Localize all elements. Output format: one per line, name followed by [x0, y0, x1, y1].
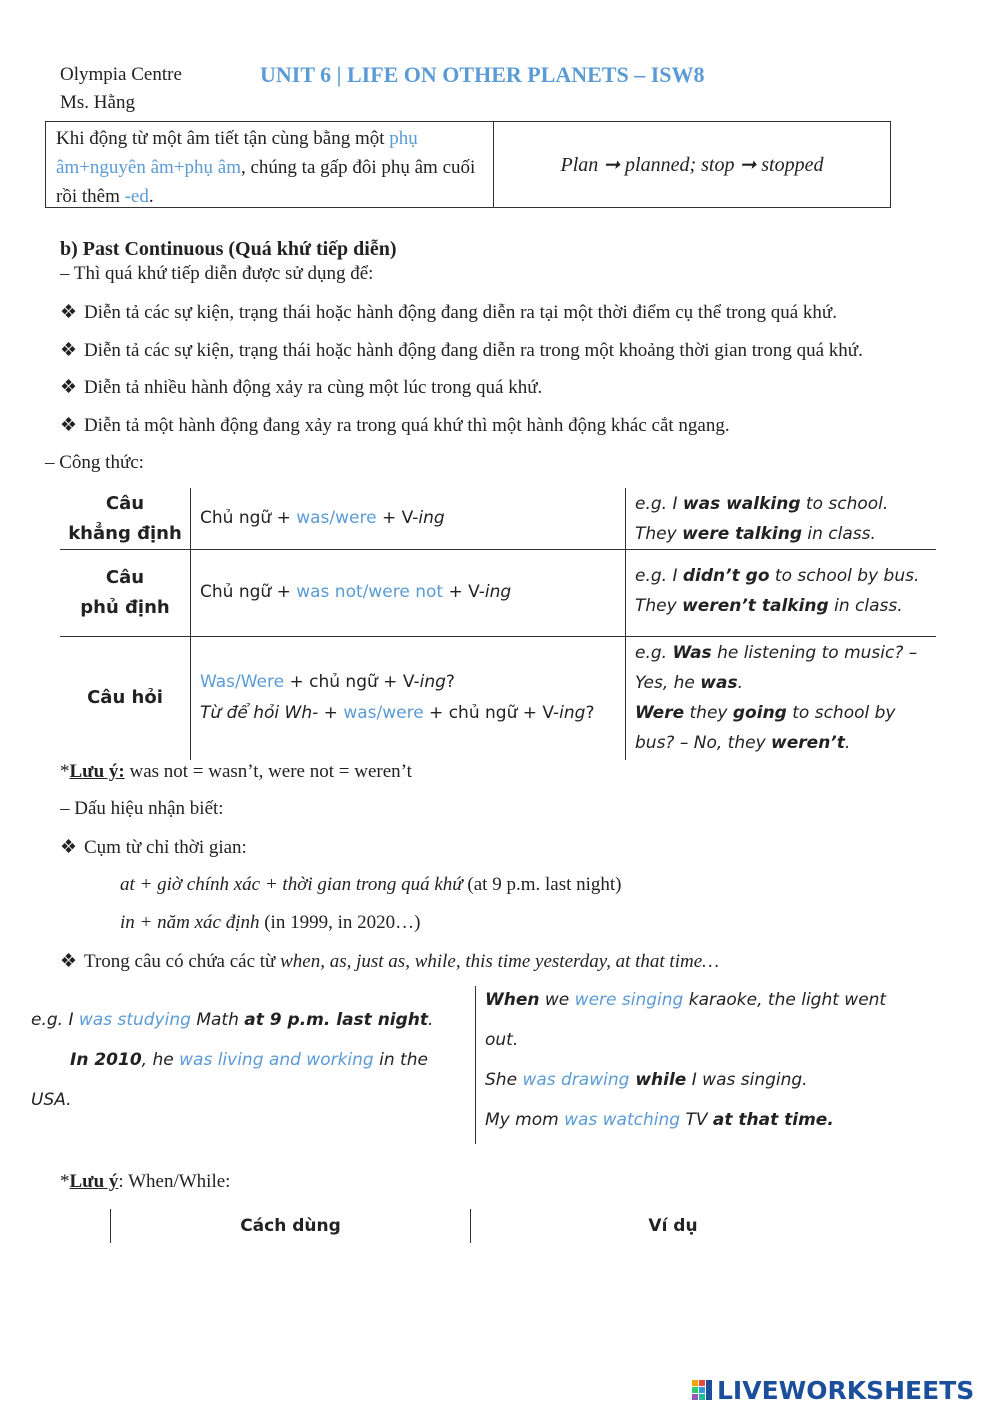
column-header-usage: Cách dùng — [110, 1209, 471, 1243]
bullet-icon: ❖ — [60, 951, 78, 972]
bullet-icon: ❖ — [60, 302, 78, 323]
divider — [475, 986, 476, 1144]
usage-item: ❖ Diễn tả các sự kiện, trạng thái hoặc hành động đang diễn ra trong một khoảng thời gian trong quá khứ. — [60, 340, 863, 361]
bullet-icon: ❖ — [60, 415, 78, 436]
table-row-question — [60, 636, 936, 760]
formula-label: – Công thức: — [45, 452, 144, 473]
usage-intro: – Thì quá khứ tiếp diễn được sử dụng để: — [60, 263, 374, 284]
liveworksheets-logo — [692, 1373, 974, 1407]
page-title: UNIT 6 | LIFE ON OTHER PLANETS – ISW8 — [260, 62, 705, 87]
row-label: Câu phủ định — [80, 566, 170, 618]
row-label: Câu hỏi — [87, 687, 163, 708]
signal-words: ❖ Trong câu có chứa các từ when, as, just as, while, this time yesterday, at that time… — [60, 951, 720, 972]
example-cell: e.g. I was walking to school. They were talking in class. — [635, 493, 889, 544]
logo-icon — [692, 1378, 714, 1402]
example-cell: e.g. Was he listening to music? – Yes, he was. Were they going to school by bus? – No, they weren’t. — [635, 643, 918, 753]
formula-table — [60, 488, 936, 760]
bullet-icon: ❖ — [60, 340, 78, 361]
time-phrase: in + năm xác định (in 1999, in 2020…) — [120, 912, 421, 933]
time-phrase: at + giờ chính xác + thời gian trong quá khứ (at 9 p.m. last night) — [120, 874, 622, 895]
doubling-rule-text: Khi động từ một âm tiết tận cùng bằng một phụ âm+nguyên âm+phụ âm, chúng ta gấp đôi phụ âm cuối rồi thêm -ed. — [46, 122, 494, 207]
contraction-note: *Lưu ý: was not = wasn’t, were not = weren’t — [60, 761, 412, 782]
doubling-rule-table — [45, 121, 891, 208]
logo-text: LIVEWORKSHEETS — [717, 1375, 975, 1405]
examples-left: e.g. I was studying Math at 9 p.m. last night. In 2010, he was living and working in the USA. — [31, 1010, 434, 1110]
table-row-negative — [60, 549, 936, 636]
section-heading: b) Past Continuous (Quá khứ tiếp diễn) — [60, 238, 397, 260]
doubling-rule-example: Plan ➞ planned; stop ➞ stopped — [560, 154, 824, 176]
when-while-note: *Lưu ý: When/While: — [60, 1171, 231, 1192]
row-label: Câu khẳng định — [68, 492, 182, 544]
column-header-example: Ví dụ — [648, 1216, 698, 1236]
usage-item: ❖ Diễn tả các sự kiện, trạng thái hoặc hành động đang diễn ra tại một thời điểm cụ thể trong quá khứ. — [60, 302, 837, 323]
examples-right: When we were singing karaoke, the light went out. She was drawing while I was singing. My mom was watching TV at that time. — [485, 990, 887, 1130]
example-cell: e.g. I didn’t go to school by bus. They weren’t talking in class. — [635, 566, 920, 616]
teacher-name: Ms. Hằng — [60, 92, 135, 113]
org-name: Olympia Centre — [60, 64, 182, 85]
table-row-affirmative — [60, 488, 936, 549]
time-phrases-label: ❖ Cụm từ chỉ thời gian: — [60, 837, 247, 858]
formula-cell: Chủ ngữ + was not/were not + V-ing — [190, 549, 626, 636]
bullet-icon: ❖ — [60, 377, 78, 398]
formula-cell: Was/Were + chủ ngữ + V-ing? Từ để hỏi Wh- + was/were + chủ ngữ + V-ing? — [190, 636, 626, 760]
bullet-icon: ❖ — [60, 837, 78, 858]
formula-cell: Chủ ngữ + was/were + V-ing — [190, 488, 626, 549]
usage-item: ❖ Diễn tả một hành động đang xảy ra trong quá khứ thì một hành động khác cắt ngang. — [60, 415, 730, 436]
signs-label: – Dấu hiệu nhận biết: — [60, 798, 224, 819]
usage-item: ❖ Diễn tả nhiều hành động xảy ra cùng một lúc trong quá khứ. — [60, 377, 543, 398]
when-while-table — [110, 1209, 470, 1243]
